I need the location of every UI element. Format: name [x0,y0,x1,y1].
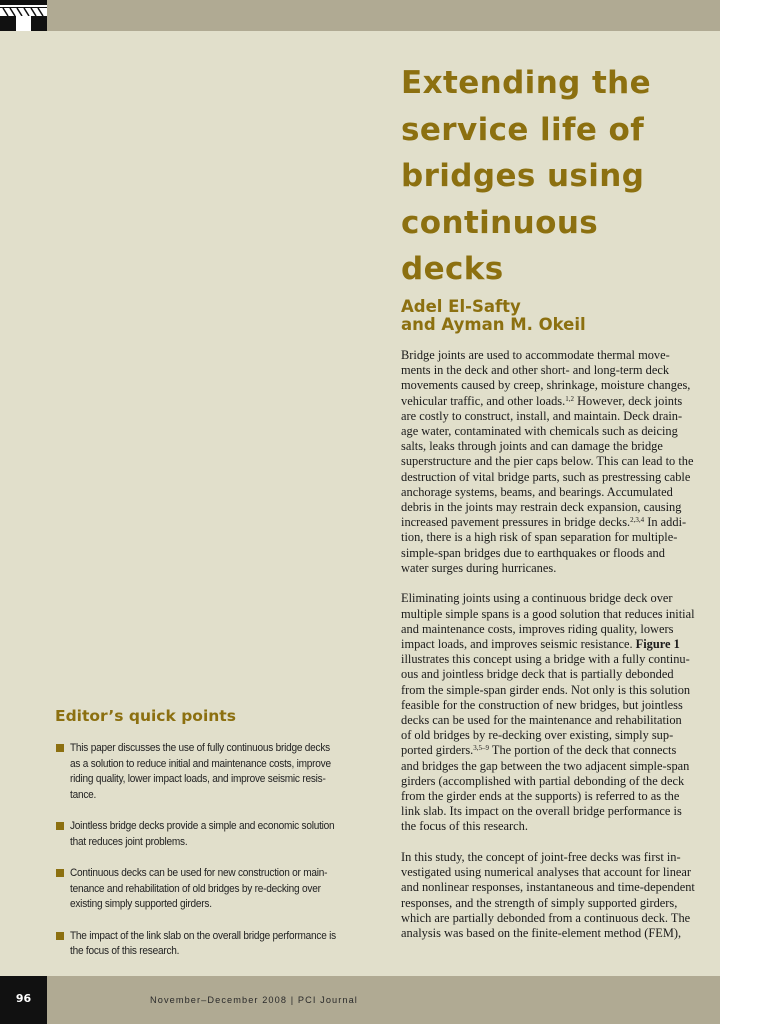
text-line: multiple simple spans is a good solution that reduces initial [401,606,695,621]
text-line: tion, there is a high risk of span separation for multiple- [401,530,678,545]
figure-reference: Figure 1 [635,637,680,652]
text-line: responses, and the strength of simply supported girders, [401,895,678,910]
issue-info: November–December 2008 | PCI Journal [150,995,358,1005]
author-line: and Ayman M. Okeil [401,314,586,334]
text-line: vestigated using numerical analyses that account for linear [401,865,692,880]
body-paragraph [401,591,721,834]
text-line: Eliminating joints using a continuous bridge deck over [401,591,673,606]
text-span: However, deck joints [573,393,683,408]
text-line: riding quality, lower impact loads, and improve seismic resis- [70,773,326,785]
text-line: movements caused by creep, shrinkage, moisture changes, [401,378,691,393]
title-line: continuous [401,204,599,241]
text-line: The impact of the link slab on the overall bridge performance is [70,929,336,942]
body-paragraph [401,850,721,941]
quick-point-item [55,866,375,913]
square-bullet-icon [56,744,64,752]
quick-point-item [55,741,375,803]
text-line: the focus of this research. [70,945,180,957]
text-line: existing simply supported girders. [70,898,212,910]
header-bar [0,0,720,31]
text-line: tance. [70,788,97,801]
text-line: from the girder ends at the supports) is referred to as the [401,789,680,804]
text-line: Jointless bridge decks provide a simple and economic solution [70,820,335,832]
text-line: illustrates this concept using a bridge with a fully continu- [401,652,690,667]
footer-bar [0,976,720,1024]
text-line: the focus of this research. [401,819,528,834]
text-span: In addi- [644,515,687,530]
text-line: water surges during hurricanes. [401,560,557,575]
quick-point-item [55,819,375,850]
square-bullet-icon [56,869,64,877]
text-line: link slab. Its impact on the overall bridge performance is [401,804,682,819]
text-line: debris in the joints may restrain deck expansion, causing [401,500,682,515]
citation: 3,5–9 [473,744,490,753]
text-line: In this study, the concept of joint-free decks was first in- [401,850,681,865]
body-paragraph [401,348,721,576]
text-line: Bridge joints are used to accommodate thermal move- [401,348,670,362]
text-line: tenance and rehabilitation of old bridges by re-decking over [70,882,321,895]
text-span: increased pavement pressures in bridge decks. [401,515,631,530]
text-line [401,515,721,530]
quick-point-text [70,866,345,913]
text-span: impact loads, and improves seismic resistance. [401,637,636,652]
text-line: ous and jointless bridge deck that is partially debonded [401,667,674,682]
title-line: Extending the [401,65,652,101]
text-line: and bridges the gap between the two adjacent simple-span [401,758,690,773]
title-line: decks [401,251,504,287]
text-line: that reduces joint problems. [70,835,188,848]
text-line: anchorage systems, beams, and bearings. Accumulated [401,484,673,499]
author-line: Adel El-Safty [401,297,521,316]
text-line: analysis was based on the finite-element method (FEM), [401,926,682,941]
text-line: feasible for the construction of new bridges, but jointless [401,697,683,712]
square-bullet-icon [56,822,64,830]
text-line: superstructure and the pier caps below. This can lead to the [401,454,694,469]
text-line: and nonlinear responses, instantaneous and time-dependent [401,880,695,895]
article-body [401,348,721,957]
text-line: simple-span bridges due to earthquakes or floods and [401,545,665,560]
text-line: salts, leaks through joints and can damage the bridge [401,439,663,454]
citation: 1,2 [565,394,574,403]
right-margin [720,0,768,1024]
text-line: Continuous decks can be used for new construction or main- [70,867,328,879]
text-span: vehicular traffic, and other loads. [401,393,566,408]
quick-point-text [70,741,345,803]
citation: 2,3,4 [630,516,645,525]
quick-points-heading: Editor’s quick points [55,707,236,725]
text-line [401,637,721,652]
text-line: girders (accomplished with partial debonding of the deck [401,773,685,788]
text-line: as a solution to reduce initial and maintenance costs, improve [70,757,331,770]
text-span: The portion of the deck that connects [489,743,677,758]
text-line [401,743,721,758]
text-span: ported girders. [401,743,474,758]
text-line: from the simple-span girder ends. Not only is this solution [401,682,691,697]
text-line: ments in the deck and other short- and long-term deck [401,363,670,378]
text-line: destruction of vital bridge parts, such as prestressing cable [401,469,691,484]
bridge-logo-icon [0,0,47,31]
text-line: are costly to construct, install, and maintain. Deck drain- [401,408,683,423]
square-bullet-icon [56,932,64,940]
text-line: decks can be used for the maintenance and rehabilitation [401,713,682,728]
text-line [401,394,721,409]
article-authors [401,298,716,333]
quick-points-list [55,741,375,976]
page-number: 96 [15,992,32,1005]
quick-point-text [70,929,345,960]
text-line: and maintenance costs, improves riding quality, lowers [401,621,674,636]
quick-point-text [70,819,345,850]
text-line: This paper discusses the use of fully continuous bridge decks [70,742,330,754]
text-line: of old bridges by re-decking over existing, simply sup- [401,728,674,743]
quick-point-item [55,929,375,960]
title-line: service life of [401,111,645,148]
text-line: age water, contaminated with chemicals such as deicing [401,424,678,439]
article-title [401,60,716,293]
title-line: bridges using [401,158,645,194]
text-line: which are partially debonded from a continuous deck. The [401,910,691,925]
